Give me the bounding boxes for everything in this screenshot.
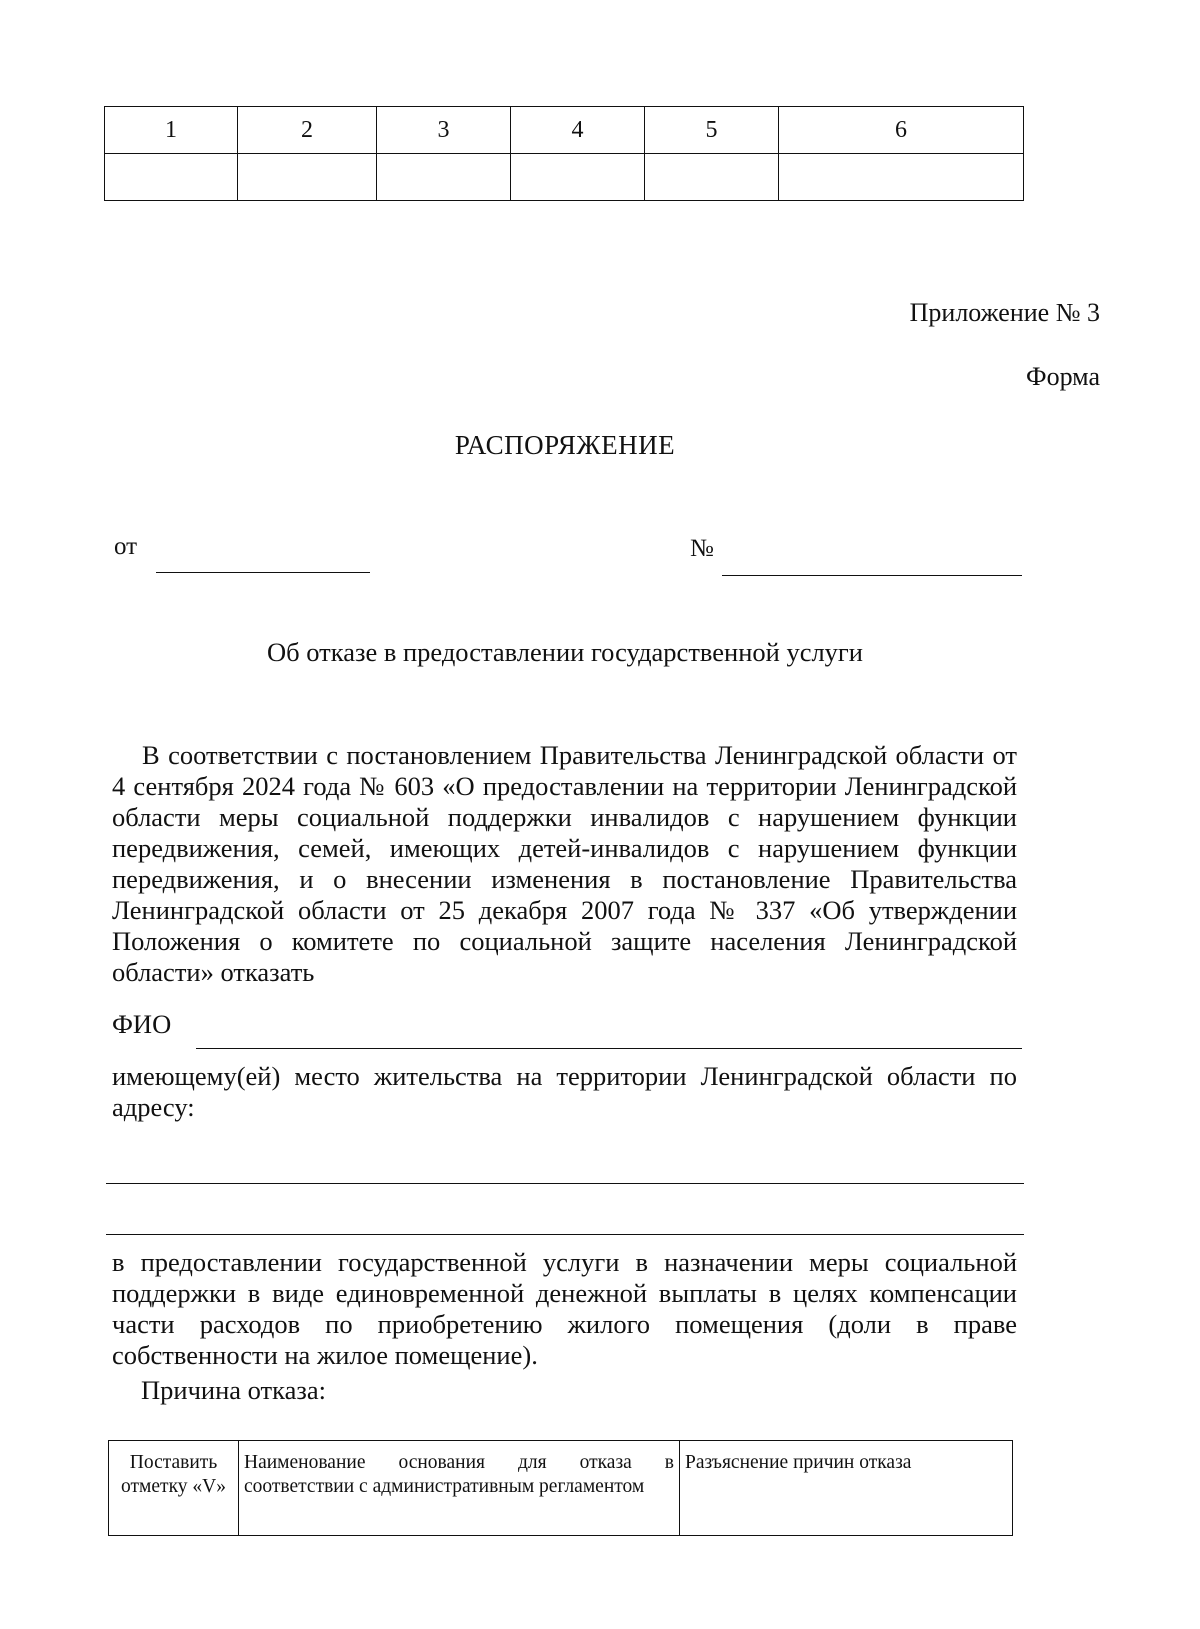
body-paragraph (112, 740, 1017, 988)
top-table-cell: 4 (511, 107, 645, 154)
top-table-empty-row (105, 154, 1024, 201)
service-paragraph (112, 1247, 1017, 1371)
top-table-cell: 3 (377, 107, 511, 154)
number-prefix: № (690, 535, 714, 562)
top-table (104, 106, 1024, 201)
top-table-cell: 1 (105, 107, 238, 154)
top-table-cell (645, 154, 779, 201)
top-table-cell (511, 154, 645, 201)
top-table-cell: 6 (779, 107, 1024, 154)
service-text: в предоставлении государственной услуги в назначении меры социальной поддержки в виде единовременной денежной выплаты в целях компенсации части расходов по приобретению жилого помещения (доли в праве собственности на жилое помещение). (112, 1247, 1017, 1370)
reason-label: Причина отказа: (141, 1375, 326, 1405)
top-table-cell (779, 154, 1024, 201)
reasons-col-mark: Поставить отметку «V» (109, 1441, 239, 1536)
fio-line (196, 1048, 1022, 1049)
reasons-col-basis: Наименование основания для отказа в соответствии с административным регламентом (239, 1441, 680, 1536)
subject: Об отказе в предоставлении государственной услуги (267, 637, 863, 667)
fio-label: ФИО (112, 1009, 172, 1039)
address-line-1 (106, 1183, 1024, 1184)
top-table-cell (377, 154, 511, 201)
doc-title: РАСПОРЯЖЕНИЕ (454, 430, 676, 460)
body-text: В соответствии с постановлением Правительства Ленинградской области от 4 сентября 2024 года № 603 «О предоставлении на территории Ленинградской области меры социальной поддержки инвалидов с нарушением функции передвижения, семей, имеющих детей-инвалидов с нарушением функции передвижения, и о внесении изменения в постановление Правительства Ленинградской области от 25 декабря 2007 года № 337 «Об утверждении Положения о комитете по социальной защите населения Ленинградской области» отказать (112, 740, 1017, 987)
residence-paragraph (112, 1061, 1017, 1123)
appendix-label: Приложение № 3 (909, 298, 1100, 327)
reasons-table-header-row (109, 1441, 1013, 1536)
reasons-table (108, 1440, 1013, 1536)
date-line (156, 572, 370, 573)
top-table-cell: 5 (645, 107, 779, 154)
reasons-col-explanation: Разъяснение причин отказа (680, 1441, 1013, 1536)
top-table-cell: 2 (238, 107, 377, 154)
number-line (722, 575, 1022, 576)
date-prefix: от (114, 533, 138, 560)
top-table-cell (105, 154, 238, 201)
residence-text: имеющему(ей) место жительства на территории Ленинградской области по адресу: (112, 1061, 1017, 1122)
form-label: Форма (1026, 362, 1100, 391)
address-line-2 (106, 1234, 1024, 1235)
top-table-cell (238, 154, 377, 201)
top-table-header-row (105, 107, 1024, 154)
